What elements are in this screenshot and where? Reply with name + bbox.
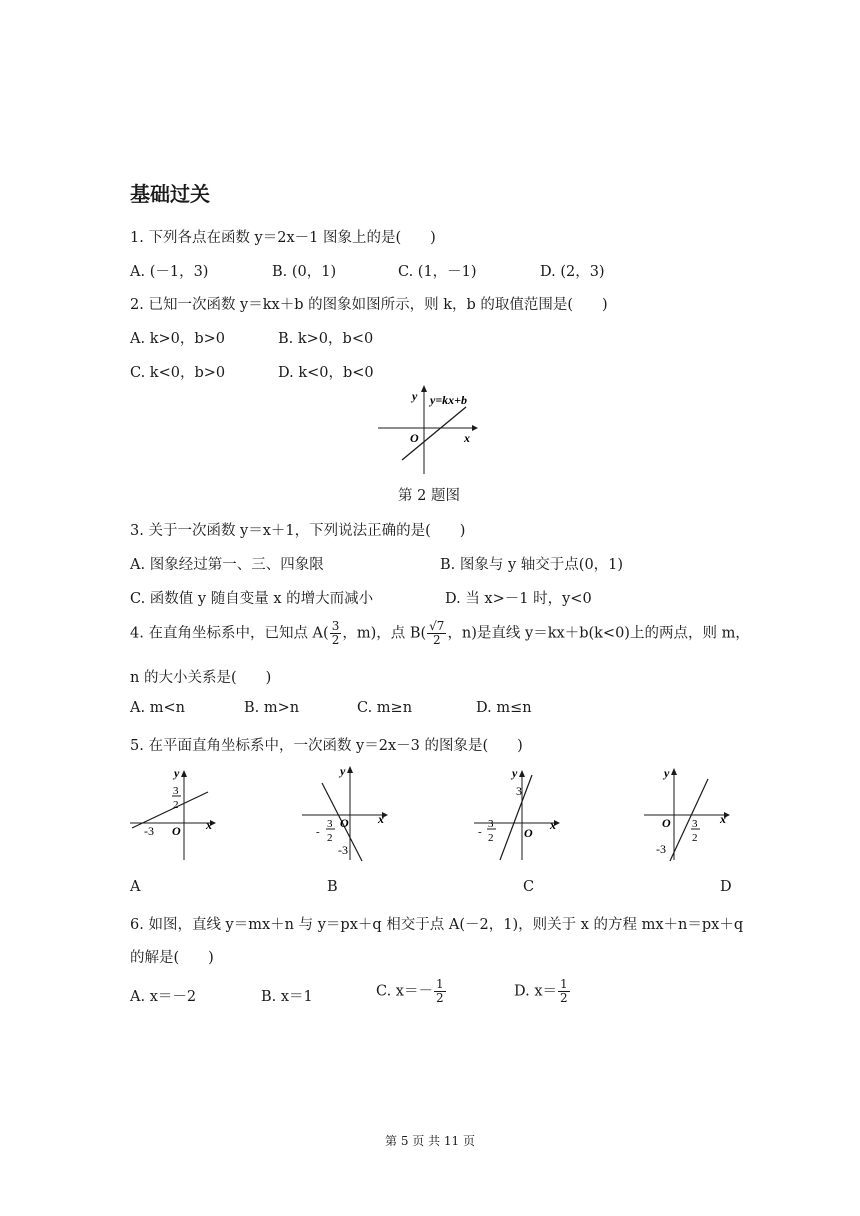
q2-figure-caption: 第 2 题图 — [398, 488, 460, 504]
q2-option-c: C. k<0，b>0 — [130, 365, 226, 381]
q5-graph-d — [642, 765, 737, 863]
question-6-line1: 6. 如图，直线 y＝mx＋n 与 y＝px＋q 相交于点 A(－2，1)，则关于 x 的方程 mx＋n＝px＋q — [130, 917, 744, 933]
svg-text:O: O — [662, 816, 671, 830]
svg-text:x: x — [550, 818, 556, 832]
q2-origin-label: O — [410, 431, 419, 445]
svg-text:2: 2 — [327, 832, 333, 844]
q2-option-b: B. k>0，b<0 — [278, 331, 374, 347]
q2-option-d: D. k<0，b<0 — [278, 365, 374, 381]
q5-label-c: C — [523, 879, 535, 895]
q6-option-a: A. x＝－2 — [130, 989, 197, 1005]
q2-figure — [370, 380, 490, 480]
q3-option-c: C. 函数值 y 随自变量 x 的增大而减小 — [130, 591, 374, 607]
question-3-stem: 3. 关于一次函数 y＝x＋1，下列说法正确的是( ) — [130, 523, 466, 539]
svg-text:3: 3 — [692, 818, 698, 830]
q5-graph-a — [128, 765, 223, 863]
svg-text:x: x — [720, 812, 726, 826]
q5-label-d: D — [720, 879, 732, 895]
svg-text:-3: -3 — [656, 842, 666, 856]
svg-text:O: O — [524, 826, 533, 840]
svg-text:y: y — [340, 765, 346, 778]
q2-x-axis-label: x — [464, 431, 470, 445]
q4-option-d: D. m≤n — [476, 700, 532, 716]
q3-option-a: A. 图象经过第一、三、四象限 — [130, 557, 324, 573]
svg-text:2: 2 — [692, 832, 698, 844]
q6-option-c: C. x＝－ $\frac{1}{2}$ — [376, 977, 444, 1005]
question-6-line2: 的解是( ) — [130, 950, 214, 966]
q2-y-axis-label: y — [412, 389, 418, 403]
svg-text:2: 2 — [173, 799, 179, 811]
question-2-stem: 2. 已知一次函数 y＝kx＋b 的图象如图所示，则 k，b 的取值范围是( ) — [130, 297, 608, 313]
q4-fraction-b: $\frac{√7}{2}$ — [429, 619, 445, 647]
q4-option-a: A. m<n — [130, 700, 185, 716]
question-4-line1: 4. 在直角坐标系中，已知点 A( $\frac{3}{2}$ ，m)，点 B( $\frac{√7}{2}$ ，n)是直线 y＝kx＋b(k<0)上的两点，则 m， — [130, 619, 750, 647]
svg-text:x: x — [206, 818, 212, 832]
svg-text:-: - — [316, 826, 320, 838]
q4-fraction-a: $\frac{3}{2}$ — [331, 619, 340, 647]
q1-option-b: B. (0，1) — [272, 264, 337, 280]
svg-text:x: x — [378, 812, 384, 826]
svg-text:3: 3 — [327, 818, 333, 830]
question-4-line2: n 的大小关系是( ) — [130, 670, 272, 686]
question-5-stem: 5. 在平面直角坐标系中，一次函数 y＝2x－3 的图象是( ) — [130, 738, 523, 754]
q4-option-c: C. m≥n — [357, 700, 413, 716]
svg-text:3: 3 — [516, 784, 522, 798]
q2-option-a: A. k>0，b>0 — [130, 331, 226, 347]
svg-text:y: y — [174, 766, 180, 780]
section-title: 基础过关 — [130, 182, 210, 206]
svg-text:3: 3 — [173, 785, 179, 797]
q2-line-label: y=kx+b — [430, 393, 468, 407]
q5-label-b: B — [327, 879, 338, 895]
svg-text:O: O — [340, 816, 349, 830]
q5-graph-b — [300, 765, 395, 863]
q6-option-b: B. x＝1 — [261, 989, 313, 1005]
q1-option-c: C. (1，－1) — [398, 264, 477, 280]
svg-text:y: y — [512, 766, 518, 780]
q5-graph-c — [472, 765, 567, 863]
svg-text:2: 2 — [488, 832, 494, 844]
svg-text:-3: -3 — [338, 843, 348, 857]
svg-text:-: - — [478, 826, 482, 838]
q3-option-b: B. 图象与 y 轴交于点(0，1) — [440, 557, 624, 573]
q1-option-d: D. (2，3) — [540, 264, 605, 280]
q3-option-d: D. 当 x>－1 时，y<0 — [445, 591, 592, 607]
q4-option-b: B. m>n — [244, 700, 300, 716]
page-footer: 第 5 页 共 11 页 — [385, 1134, 475, 1148]
q6-option-d: D. x＝ $\frac{1}{2}$ — [514, 977, 568, 1005]
svg-text:3: 3 — [488, 818, 494, 830]
svg-text:y: y — [664, 766, 670, 780]
svg-text:O: O — [172, 824, 181, 838]
svg-text:-3: -3 — [144, 824, 154, 838]
q5-label-a: A — [130, 879, 141, 895]
q1-option-a: A. (－1，3) — [130, 264, 209, 280]
question-1-stem: 1. 下列各点在函数 y＝2x－1 图象上的是( ) — [130, 230, 436, 246]
